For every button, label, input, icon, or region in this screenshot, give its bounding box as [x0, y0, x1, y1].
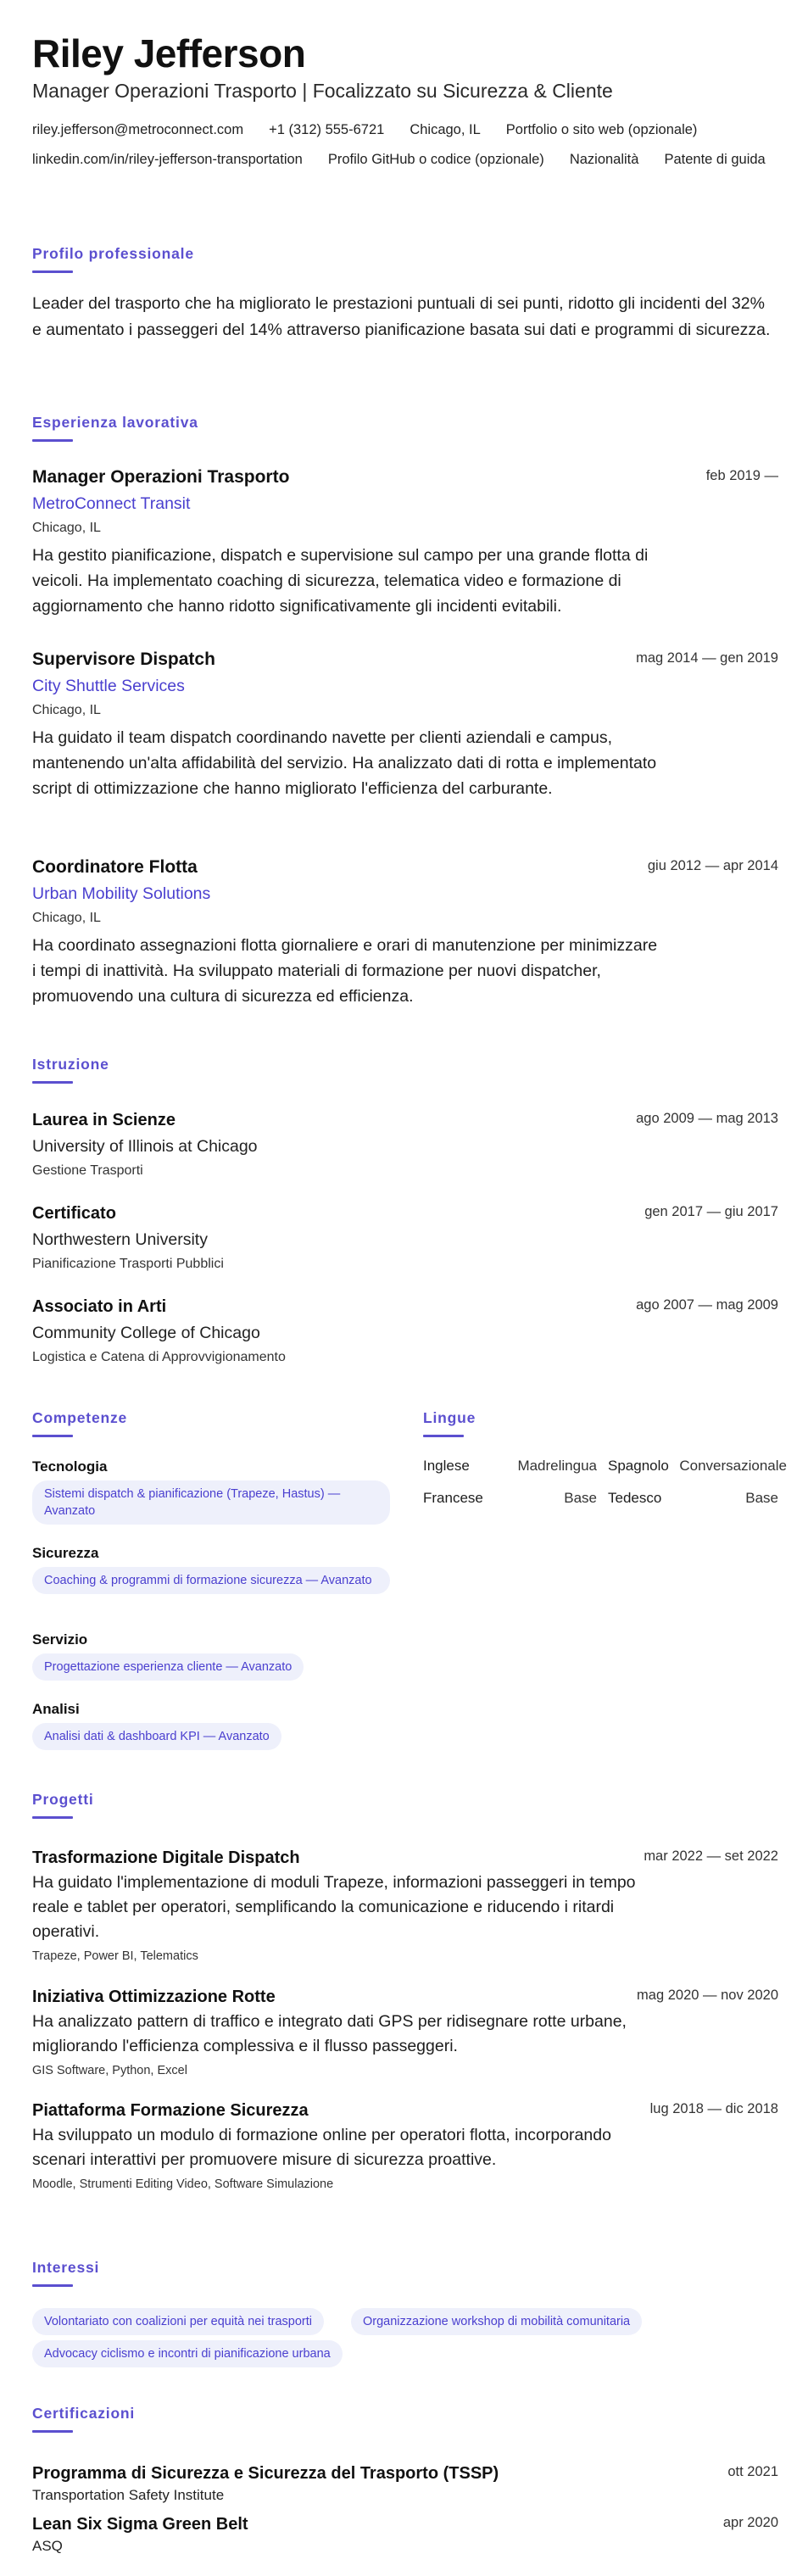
certification-name: Lean Six Sigma Green Belt — [32, 2515, 248, 2534]
contact-location: Chicago, IL — [410, 122, 481, 137]
job-location: Chicago, IL — [32, 911, 101, 925]
project-tech: Trapeze, Power BI, Telematics — [32, 1949, 198, 1963]
skill-category: Servizio — [32, 1631, 88, 1648]
degree-title: Certificato — [32, 1204, 116, 1223]
contact-phone[interactable]: +1 (312) 555-6721 — [269, 122, 385, 137]
section-projects — [32, 1791, 94, 1819]
education-item — [32, 1296, 778, 1367]
job-title: Coordinatore Flotta — [32, 857, 198, 877]
field-of-study: Logistica e Catena di Approvvigionamento — [32, 1350, 286, 1364]
skill-chip: Progettazione esperienza cliente — Avanzato — [32, 1653, 304, 1681]
job-title: Supervisore Dispatch — [32, 650, 215, 669]
certification-item — [32, 2513, 778, 2556]
language-level: Base — [564, 1490, 597, 1506]
contact-github[interactable]: Profilo GitHub o codice (opzionale) — [327, 152, 544, 167]
education-item — [32, 1202, 778, 1274]
school-name: University of Illinois at Chicago — [32, 1137, 258, 1156]
company-name[interactable]: City Shuttle Services — [32, 677, 185, 695]
certification-issuer: ASQ — [32, 2538, 63, 2554]
skill-chip: Sistemi dispatch & pianificazione (Trapeze, Hastus) — Avanzato — [32, 1480, 390, 1525]
experience-item — [32, 856, 778, 1009]
project-item — [32, 1986, 778, 2079]
company-name[interactable]: Urban Mobility Solutions — [32, 884, 211, 903]
section-rule — [32, 1816, 73, 1819]
section-certifications — [32, 2405, 135, 2433]
section-rule — [32, 1081, 73, 1084]
school-name: Northwestern University — [32, 1230, 208, 1249]
section-title: Profilo professionale — [32, 245, 194, 262]
section-title: Competenze — [32, 1409, 128, 1426]
contact-nationality: Nazionalità — [569, 152, 639, 167]
job-date: feb 2019 — — [705, 468, 778, 483]
section-title: Progetti — [32, 1791, 94, 1808]
language-level: Base — [745, 1490, 778, 1506]
job-description: Ha coordinato assegnazioni flotta giornaliere e orari di manutenzione per minimizzare i tempi di inattività. Ha sviluppato materiali di formazione per nuovi dispatcher, promuovendo una cultura di sicurezza ed efficienza. — [32, 936, 658, 1006]
section-title: Certificazioni — [32, 2405, 136, 2422]
project-description: Ha analizzato pattern di traffico e integrato dati GPS per ridisegnare rotte urbane, migliorando l'efficienza complessiva e il flusso passeggeri. — [32, 2012, 627, 2055]
summary-text: Leader del trasporto che ha migliorato le prestazioni puntuali di sei punti, ridotto gli incidenti del 32% e aumentato i passeggeri del 14% attraverso pianificazione basata sui dati e programmi di sicurezza. — [32, 294, 771, 339]
education-date: ago 2009 — mag 2013 — [636, 1111, 778, 1126]
school-name: Community College of Chicago — [32, 1324, 260, 1342]
section-rule — [32, 2284, 73, 2287]
language-level: Conversazionale — [679, 1458, 787, 1474]
field-of-study: Pianificazione Trasporti Pubblici — [32, 1257, 224, 1271]
project-date: mag 2020 — nov 2020 — [637, 1988, 778, 2003]
project-name: Iniziativa Ottimizzazione Rotte — [32, 1988, 276, 2006]
section-title: Interessi — [32, 2259, 100, 2276]
section-skills — [32, 1409, 127, 1437]
contact-linkedin[interactable]: linkedin.com/in/riley-jefferson-transportation — [32, 152, 303, 167]
field-of-study: Gestione Trasporti — [32, 1163, 143, 1178]
language-name: Spagnolo — [608, 1458, 669, 1474]
job-date: giu 2012 — apr 2014 — [647, 858, 778, 873]
certification-date: apr 2020 — [722, 2515, 778, 2530]
certification-item — [32, 2462, 778, 2505]
skill-category: Analisi — [32, 1701, 80, 1717]
candidate-name: Riley Jefferson — [32, 31, 306, 75]
company-name[interactable]: MetroConnect Transit — [32, 494, 191, 513]
degree-title: Laurea in Scienze — [32, 1111, 176, 1129]
section-experience — [32, 414, 198, 442]
project-description: Ha sviluppato un modulo di formazione online per operatori flotta, incorporando scenari interattivi per promuovere misure di sicurezza proattive. — [32, 2126, 611, 2169]
project-name: Trasformazione Digitale Dispatch — [32, 1848, 300, 1867]
interest-chip: Volontariato con coalizioni per equità nei trasporti — [32, 2308, 324, 2335]
contact-list — [32, 121, 778, 168]
skill-category: Sicurezza — [32, 1545, 99, 1561]
experience-item — [32, 649, 778, 801]
job-location: Chicago, IL — [32, 703, 101, 717]
interest-chip: Advocacy ciclismo e incontri di pianificazione urbana — [32, 2340, 343, 2367]
section-rule — [32, 439, 73, 442]
education-date: gen 2017 — giu 2017 — [644, 1204, 778, 1219]
project-date: lug 2018 — dic 2018 — [649, 2101, 778, 2116]
section-interests — [32, 2259, 99, 2287]
section-rule — [32, 270, 73, 273]
education-item — [32, 1109, 778, 1180]
project-item — [32, 1847, 778, 1965]
job-title: Manager Operazioni Trasporto — [32, 467, 290, 487]
degree-title: Associato in Arti — [32, 1297, 167, 1316]
language-level: Madrelingua — [517, 1458, 597, 1474]
section-title: Esperienza lavorativa — [32, 414, 198, 431]
job-date: mag 2014 — gen 2019 — [636, 650, 778, 666]
contact-license: Patente di guida — [664, 152, 766, 167]
section-rule — [32, 2430, 73, 2433]
section-title: Istruzione — [32, 1056, 109, 1073]
skill-chip: Coaching & programmi di formazione sicurezza — Avanzato — [32, 1567, 390, 1594]
candidate-headline: Manager Operazioni Trasporto | Focalizzato su Sicurezza & Cliente — [32, 80, 613, 102]
contact-email[interactable]: riley.jefferson@metroconnect.com — [32, 122, 244, 137]
skill-chip: Analisi dati & dashboard KPI — Avanzato — [32, 1723, 281, 1750]
certification-date: ott 2021 — [727, 2464, 778, 2479]
project-tech: GIS Software, Python, Excel — [32, 2064, 187, 2077]
section-education — [32, 1056, 109, 1084]
section-languages — [423, 1409, 476, 1437]
section-rule — [423, 1435, 464, 1437]
contact-portfolio[interactable]: Portfolio o sito web (opzionale) — [505, 122, 698, 137]
project-item — [32, 2099, 778, 2193]
section-rule — [32, 1435, 73, 1437]
skill-category: Tecnologia — [32, 1458, 108, 1475]
experience-item — [32, 466, 778, 619]
section-title: Lingue — [423, 1409, 476, 1426]
job-description: Ha guidato il team dispatch coordinando navette per clienti aziendali e campus, mantenendo un'alta affidabilità del servizio. Ha analizzato dati di rotta e implementato script di ottimizzazione che hanno migliorato l'efficienza del carburante. — [32, 728, 657, 798]
certification-issuer: Transportation Safety Institute — [32, 2487, 225, 2503]
job-description: Ha gestito pianificazione, dispatch e supervisione sul campo per una grande flotta di veicoli. Ha implementato coaching di sicurezza, telematica video e formazione di aggiornamento che hanno ridotto significativamente gli incidenti evitabili. — [32, 546, 649, 616]
project-tech: Moodle, Strumenti Editing Video, Software Simulazione — [32, 2177, 334, 2191]
interest-chip: Organizzazione workshop di mobilità comunitaria — [351, 2308, 642, 2335]
education-date: ago 2007 — mag 2009 — [636, 1297, 778, 1313]
job-location: Chicago, IL — [32, 521, 101, 535]
language-name: Francese — [423, 1490, 483, 1506]
project-name: Piattaforma Formazione Sicurezza — [32, 2101, 309, 2120]
project-description: Ha guidato l'implementazione di moduli Trapeze, informazioni passeggeri in tempo reale e tablet per operatori, semplificando la comunicazione e riducendo i ritardi operativi. — [32, 1873, 636, 1941]
certification-name: Programma di Sicurezza e Sicurezza del Trasporto (TSSP) — [32, 2464, 499, 2483]
language-name: Tedesco — [608, 1490, 662, 1506]
language-name: Inglese — [423, 1458, 470, 1474]
section-summary — [32, 245, 194, 273]
project-date: mar 2022 — set 2022 — [644, 1848, 778, 1864]
